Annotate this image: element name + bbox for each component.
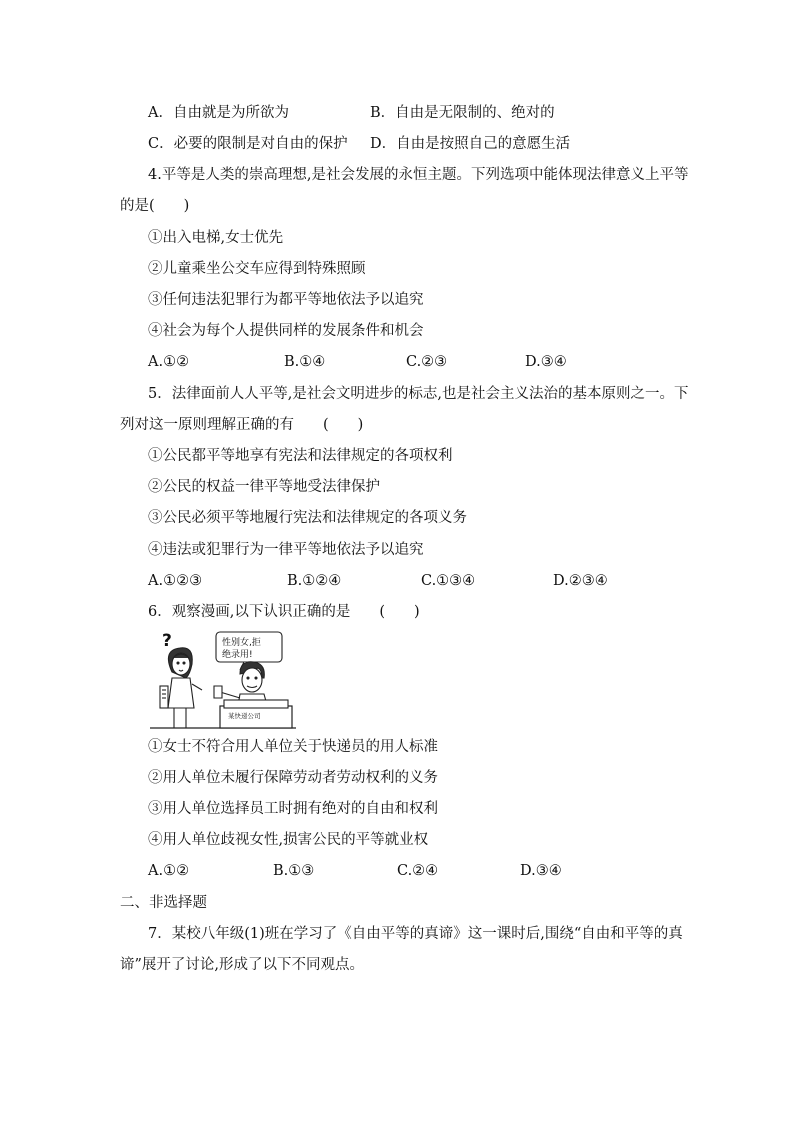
- q4-option-d: D.③④: [525, 354, 567, 370]
- q4-option-b: B.①④: [284, 354, 326, 370]
- q5-stem-line2: 列对这一原则理解正确的有 ( ): [120, 417, 364, 433]
- q5-item-2: ②公民的权益一律平等地受法律保护: [148, 479, 380, 495]
- resume-document: [160, 686, 168, 708]
- q5-stem-line1: 5．法律面前人人平等,是社会文明进步的标志,也是社会主义法治的基本原则之一。下: [148, 386, 689, 402]
- q5-item-1: ①公民都平等地享有宪法和法律规定的各项权利: [148, 448, 453, 464]
- q5-item-3: ③公民必须平等地履行宪法和法律规定的各项义务: [148, 510, 467, 526]
- woman-figure: [160, 648, 202, 728]
- q3-option-b: B．自由是无限制的、绝对的: [370, 105, 555, 121]
- q6-item-3: ③用人单位选择员工时拥有绝对的自由和权利: [148, 801, 438, 817]
- q4-item-4: ④社会为每个人提供同样的发展条件和机会: [148, 323, 424, 339]
- speech-line-2: 绝录用!: [222, 650, 253, 660]
- q3-option-a: A．自由就是为所欲为: [148, 105, 289, 121]
- q4-item-3: ③任何违法犯罪行为都平等地依法予以追究: [148, 292, 424, 308]
- q6-item-2: ②用人单位未履行保障劳动者劳动权利的义务: [148, 770, 438, 786]
- q7-line2: 谛”展开了讨论,形成了以下不同观点。: [120, 957, 365, 973]
- q3-option-c: C．必要的限制是对自由的保护: [148, 136, 348, 152]
- q4-option-a: A.①②: [148, 354, 190, 370]
- q5-option-a: A.①②③: [148, 573, 203, 589]
- q5-option-d: D.②③④: [553, 573, 608, 589]
- q6-item-4: ④用人单位歧视女性,损害公民的平等就业权: [148, 832, 429, 848]
- q6-item-1: ①女士不符合用人单位关于快递员的用人标准: [148, 739, 438, 755]
- q5-option-b: B.①②④: [287, 573, 342, 589]
- cartoon-illustration: [148, 628, 298, 734]
- q4-stem-line2: 的是( ): [120, 198, 190, 214]
- q4-item-2: ②儿童乘坐公交车应得到特殊照顾: [148, 261, 366, 277]
- q6-option-d: D.③④: [520, 863, 562, 879]
- raised-hand: [214, 686, 222, 698]
- question-mark: ?: [162, 631, 172, 651]
- desk-label: 某快递公司: [228, 712, 261, 720]
- q4-stem-line1: 4.平等是人类的崇高理想,是社会发展的永恒主题。下列选项中能体现法律意义上平等: [148, 167, 689, 183]
- q6-stem: 6．观察漫画,以下认识正确的是 ( ): [148, 604, 420, 620]
- q4-option-c: C.②③: [406, 354, 448, 370]
- q3-option-d: D．自由是按照自己的意愿生活: [370, 136, 571, 152]
- q6-option-a: A.①②: [148, 863, 190, 879]
- q7-line1: 7．某校八年级(1)班在学习了《自由平等的真谛》这一课时后,围绕“自由和平等的真: [148, 926, 683, 942]
- speech-line-1: 性别女,拒: [222, 638, 261, 648]
- section-title-non-choice: 二、非选择题: [120, 895, 207, 911]
- q6-option-c: C.②④: [397, 863, 439, 879]
- q6-option-b: B.①③: [273, 863, 315, 879]
- q5-option-c: C.①③④: [421, 573, 476, 589]
- q5-item-4: ④违法或犯罪行为一律平等地依法予以追究: [148, 542, 424, 558]
- q4-item-1: ①出入电梯,女士优先: [148, 230, 284, 246]
